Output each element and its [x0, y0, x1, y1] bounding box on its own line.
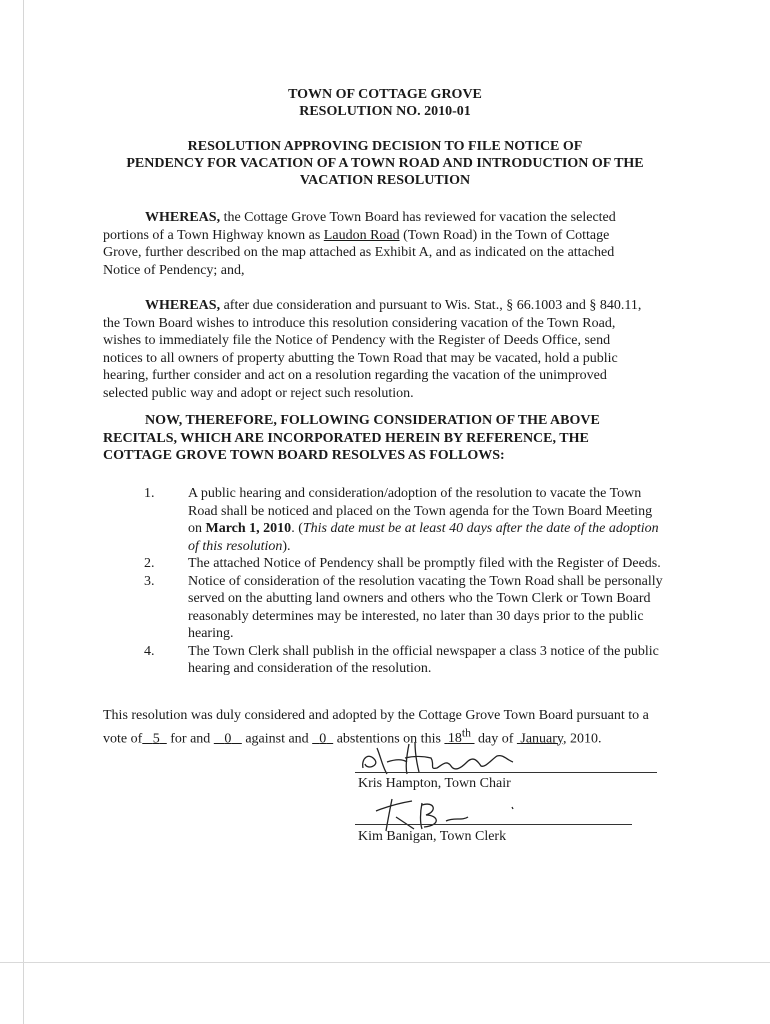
- resolution-title-line3: VACATION RESOLUTION: [299, 173, 471, 188]
- list-item-number: 1.: [144, 486, 155, 501]
- whereas-lead: WHEREAS,: [145, 210, 221, 225]
- adoption-text-e: day of: [478, 731, 514, 747]
- document-header: [0, 86, 770, 120]
- list-item-number: 2.: [144, 556, 155, 571]
- abstentions: 0: [319, 731, 327, 747]
- day-suffix: th: [461, 726, 471, 740]
- month: January,: [520, 731, 567, 747]
- day: 18: [447, 731, 462, 747]
- adoption-text-a: This resolution was duly considered and adopted by the Cottage Grove Town Board pursuant to a vote of: [103, 708, 649, 747]
- abstentions-blank: [312, 731, 333, 746]
- therefore-paragraph: [103, 412, 648, 465]
- whereas1-text-b: (Town Road) in the Town of Cottage Grove, further described on the map attached as Exhibit A, and as indicated on the attached Notice of Pendency; and,: [103, 227, 615, 278]
- chair-signature-line: [355, 772, 657, 773]
- list-item-number: 3.: [144, 573, 155, 589]
- item1-text-c: ).: [282, 538, 291, 554]
- year: 2010.: [570, 731, 602, 747]
- list-item: [103, 555, 663, 573]
- road-name: Laudon Road: [323, 227, 400, 243]
- whereas1-text-a: the Cottage Grove Town Board has reviewed for vacation the selected portions of a Town Highway known as: [103, 210, 616, 243]
- adoption-text-b: for and: [170, 731, 211, 747]
- meeting-date: March 1, 2010: [205, 521, 292, 536]
- whereas2-text: after due consideration and pursuant to Wis. Stat., § 66.1003 and § 840.11, the Town Board wishes to introduce this resolution considering vacation of the Town Road, wishes to immediately file the Notice of Pendency with the Register of Deeds Office, send notices to all owners of property abutting the Town Road that may be vacated, hold a public hearing, further consider and act on a resolution regarding the vacation of the unimproved selected public way and adopt or reject such resolution.: [103, 298, 642, 401]
- list-item: [103, 485, 663, 555]
- votes-against-blank: [214, 731, 242, 746]
- votes-for-blank: [142, 731, 167, 746]
- list-item: [103, 643, 663, 678]
- adoption-text-d: abstentions on this: [336, 731, 441, 747]
- town-name: TOWN OF COTTAGE GROVE: [288, 87, 482, 102]
- therefore-text: NOW, THEREFORE, FOLLOWING CONSIDERATION OF THE ABOVE RECITALS, WHICH ARE INCORPORATED HEREIN BY REFERENCE, THE COTTAGE GROVE TOWN BOARD RESOLVES AS FOLLOWS:: [103, 413, 600, 463]
- votes-for: 5: [152, 731, 160, 747]
- clerk-signature-line: [355, 824, 632, 825]
- resolution-number: RESOLUTION NO. 2010-01: [299, 104, 471, 119]
- item1-text-a: A public hearing and consideration/adoption of the resolution to vacate the Town Road shall be noticed and placed on the Town agenda for the Town Board Meeting on: [188, 486, 653, 536]
- list-item: [103, 573, 663, 643]
- chair-name: Kris Hampton, Town Chair: [358, 776, 511, 791]
- item1-italic-note: This date must be at least 40 days after the date of the adoption of this resolution: [188, 521, 659, 554]
- whereas-lead: WHEREAS,: [145, 298, 221, 313]
- resolution-title: [0, 138, 770, 189]
- scan-edge-bottom: [0, 962, 770, 963]
- whereas-paragraph-1: [103, 209, 643, 279]
- item1-text-b: . (: [291, 521, 303, 536]
- item2-text: The attached Notice of Pendency shall be promptly filed with the Register of Deeds.: [188, 556, 661, 571]
- item3-text: Notice of consideration of the resolution vacating the Town Road shall be personally served on the abutting land owners and others who the Town Clerk or Town Board reasonably determines may be interested, no later than 30 days prior to the public hearing.: [188, 573, 663, 641]
- resolution-title-line1: RESOLUTION APPROVING DECISION TO FILE NOTICE OF: [187, 139, 583, 154]
- whereas-paragraph-2: [103, 297, 643, 402]
- clerk-name: Kim Banigan, Town Clerk: [358, 829, 507, 844]
- adoption-text-c: against and: [245, 731, 309, 747]
- resolves-list: [103, 485, 663, 678]
- list-item-number: 4.: [144, 643, 155, 659]
- item4-text: The Town Clerk shall publish in the official newspaper a class 3 notice of the public hearing and consideration of the resolution.: [188, 643, 659, 676]
- resolution-title-line2: PENDENCY FOR VACATION OF A TOWN ROAD AND INTRODUCTION OF THE: [126, 156, 644, 171]
- votes-against: 0: [224, 731, 232, 747]
